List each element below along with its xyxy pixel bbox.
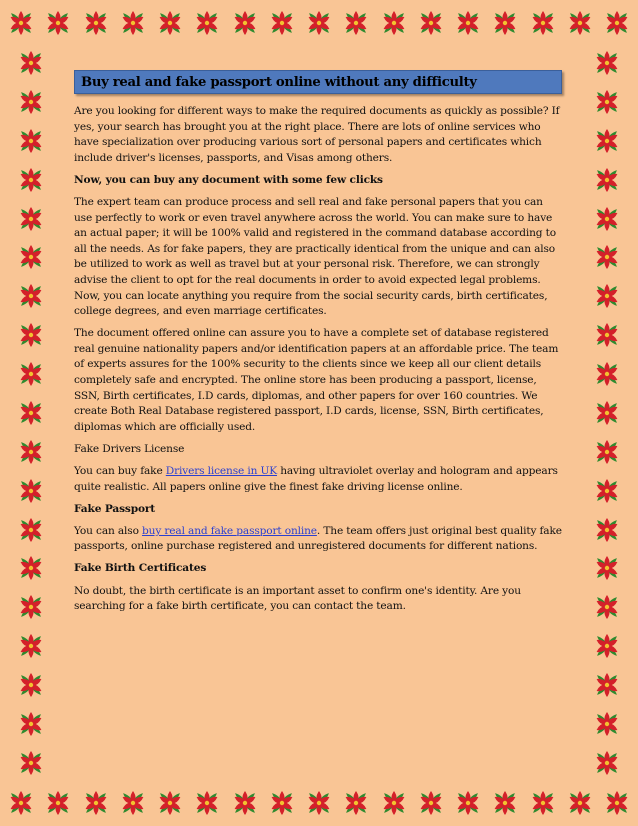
poinsettia-border-top <box>0 8 638 38</box>
poinsettia-icon <box>592 165 622 195</box>
poinsettia-border-bottom <box>0 788 638 818</box>
poinsettia-icon <box>81 8 111 38</box>
poinsettia-icon <box>16 204 46 234</box>
poinsettia-icon <box>592 437 622 467</box>
section-heading-birth-certificates: Fake Birth Certificates <box>74 562 207 575</box>
document-body <box>74 70 562 621</box>
poinsettia-icon <box>453 788 483 818</box>
poinsettia-icon <box>155 788 185 818</box>
poinsettia-icon <box>592 359 622 389</box>
poinsettia-icon <box>592 476 622 506</box>
poinsettia-icon <box>16 553 46 583</box>
poinsettia-icon <box>16 476 46 506</box>
passport-text-pre: You can also <box>74 524 143 537</box>
poinsettia-icon <box>230 788 260 818</box>
poinsettia-icon <box>16 709 46 739</box>
poinsettia-icon <box>592 48 622 78</box>
poinsettia-icon <box>267 788 297 818</box>
expert-team-paragraph: The expert team can produce process and sell real and fake personal papers that you can use perfectly to work or even travel anywhere across the world. You can make sure to have an actual paper; it will be 100% valid and registered in the command database according to all the needs. As for fake papers, they are practically identical from the unique and can also be utilized to work as well as travel but at your personal risk. Therefore, we can strongly advise the client to opt for the real documents in order to avoid expected legal problems. Now, you can locate anything you require from the social security cards, birth certificates, college degrees, and even marriage certificates. <box>74 195 556 318</box>
poinsettia-icon <box>592 87 622 117</box>
intro-paragraph: Are you looking for different ways to make the required documents as quickly as possible? If yes, your search has brought you at the right place. There are lots of online services who have specialization over producing various sort of personal papers and certificates which include driver's licenses, passports, and Visas among others. <box>74 105 560 164</box>
drivers-license-text-pre: You can buy fake <box>74 464 166 477</box>
poinsettia-icon <box>592 670 622 700</box>
poinsettia-icon <box>16 515 46 545</box>
poinsettia-icon <box>565 8 595 38</box>
poinsettia-icon <box>416 788 446 818</box>
poinsettia-icon <box>16 631 46 661</box>
poinsettia-icon <box>118 8 148 38</box>
poinsettia-icon <box>592 709 622 739</box>
poinsettia-icon <box>490 8 520 38</box>
poinsettia-icon <box>602 8 632 38</box>
poinsettia-icon <box>592 242 622 272</box>
poinsettia-icon <box>16 320 46 350</box>
poinsettia-icon <box>528 788 558 818</box>
poinsettia-icon <box>267 8 297 38</box>
poinsettia-border-right <box>592 48 622 778</box>
poinsettia-icon <box>602 788 632 818</box>
document-offered-paragraph: The document offered online can assure you to have a complete set of database registered real genuine nationality papers and/or identification papers at an affordable price. The team of experts assures for the 100% security to the clients since we keep all our client details completely safe and encrypted. The online store has been producing a passport, license, SSN, Birth certificates, I.D cards, diplomas, and other papers for over 160 countries. We create Both Real Database registered passport, I.D cards, license, SSN, Birth certificates, diplomas which are officially used. <box>74 327 559 433</box>
poinsettia-icon <box>592 320 622 350</box>
poinsettia-icon <box>341 8 371 38</box>
poinsettia-icon <box>16 437 46 467</box>
poinsettia-icon <box>16 670 46 700</box>
poinsettia-icon <box>379 788 409 818</box>
birth-certificate-paragraph: No doubt, the birth certificate is an important asset to confirm one's identity. Are you searching for a fake birth certificate, you can contact the team. <box>74 584 521 613</box>
section-heading-now: Now, you can buy any document with some few clicks <box>74 173 383 186</box>
poinsettia-icon <box>341 788 371 818</box>
poinsettia-icon <box>528 8 558 38</box>
poinsettia-icon <box>16 398 46 428</box>
poinsettia-icon <box>230 8 260 38</box>
drivers-license-uk-link[interactable]: Drivers license in UK <box>165 464 277 477</box>
poinsettia-icon <box>592 553 622 583</box>
poinsettia-icon <box>16 748 46 778</box>
poinsettia-icon <box>592 398 622 428</box>
poinsettia-icon <box>16 126 46 156</box>
section-heading-drivers-license: Fake Drivers License <box>74 442 185 455</box>
poinsettia-icon <box>43 788 73 818</box>
poinsettia-icon <box>16 87 46 117</box>
poinsettia-icon <box>592 592 622 622</box>
poinsettia-icon <box>6 788 36 818</box>
poinsettia-icon <box>304 788 334 818</box>
poinsettia-icon <box>592 631 622 661</box>
poinsettia-icon <box>416 8 446 38</box>
poinsettia-icon <box>118 788 148 818</box>
passport-paragraph <box>74 524 562 555</box>
poinsettia-icon <box>16 48 46 78</box>
passport-text-post: . The team offers just original best quality fake passports, online purchase registered and unregistered documents for different nations. <box>74 524 562 553</box>
poinsettia-icon <box>16 242 46 272</box>
poinsettia-icon <box>16 592 46 622</box>
drivers-license-text-post: having ultraviolet overlay and hologram and appears quite realistic. All papers online give the finest fake driving license online. <box>74 464 558 493</box>
drivers-license-paragraph <box>74 464 562 495</box>
poinsettia-icon <box>592 281 622 311</box>
poinsettia-icon <box>192 8 222 38</box>
poinsettia-icon <box>304 8 334 38</box>
poinsettia-icon <box>379 8 409 38</box>
poinsettia-border-left <box>16 48 46 778</box>
poinsettia-icon <box>16 281 46 311</box>
buy-passport-link[interactable]: buy real and fake passport online <box>142 524 317 537</box>
poinsettia-icon <box>43 8 73 38</box>
poinsettia-icon <box>16 165 46 195</box>
poinsettia-icon <box>592 204 622 234</box>
poinsettia-icon <box>592 748 622 778</box>
poinsettia-icon <box>565 788 595 818</box>
poinsettia-icon <box>453 8 483 38</box>
poinsettia-icon <box>592 515 622 545</box>
title-bar <box>74 70 562 94</box>
page-title: Buy real and fake passport online without any difficulty <box>81 75 477 90</box>
poinsettia-icon <box>592 126 622 156</box>
section-heading-passport: Fake Passport <box>74 502 156 515</box>
poinsettia-icon <box>81 788 111 818</box>
poinsettia-icon <box>192 788 222 818</box>
poinsettia-icon <box>155 8 185 38</box>
poinsettia-icon <box>490 788 520 818</box>
poinsettia-icon <box>16 359 46 389</box>
poinsettia-icon <box>6 8 36 38</box>
